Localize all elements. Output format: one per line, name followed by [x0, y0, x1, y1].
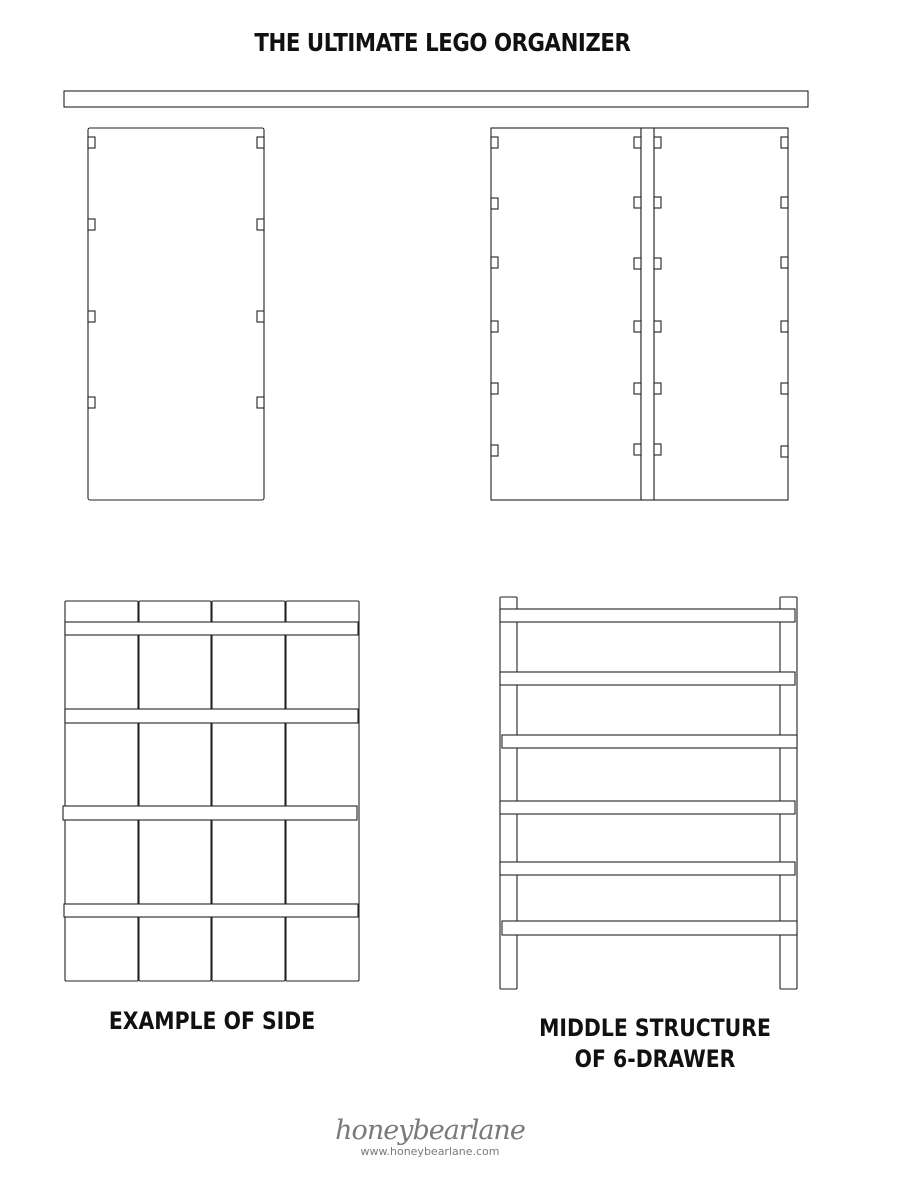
example-of-side: [63, 601, 359, 981]
caption-middle-line2: OF 6-DRAWER: [574, 1045, 736, 1073]
caption-middle: [528, 1013, 783, 1075]
caption-side: EXAMPLE OF SIDE: [108, 1007, 316, 1035]
middle-structure: [500, 597, 797, 989]
brand-logo: honeybearlane: [335, 1115, 525, 1146]
page-title: THE ULTIMATE LEGO ORGANIZER: [254, 28, 631, 57]
single-side-panel: [88, 128, 264, 500]
footer: [330, 1115, 530, 1158]
double-side-panel: [491, 128, 788, 500]
caption-middle-line1: MIDDLE STRUCTURE: [539, 1014, 771, 1042]
top-board: [64, 91, 808, 107]
site-url: www.honeybearlane.com: [360, 1145, 500, 1158]
